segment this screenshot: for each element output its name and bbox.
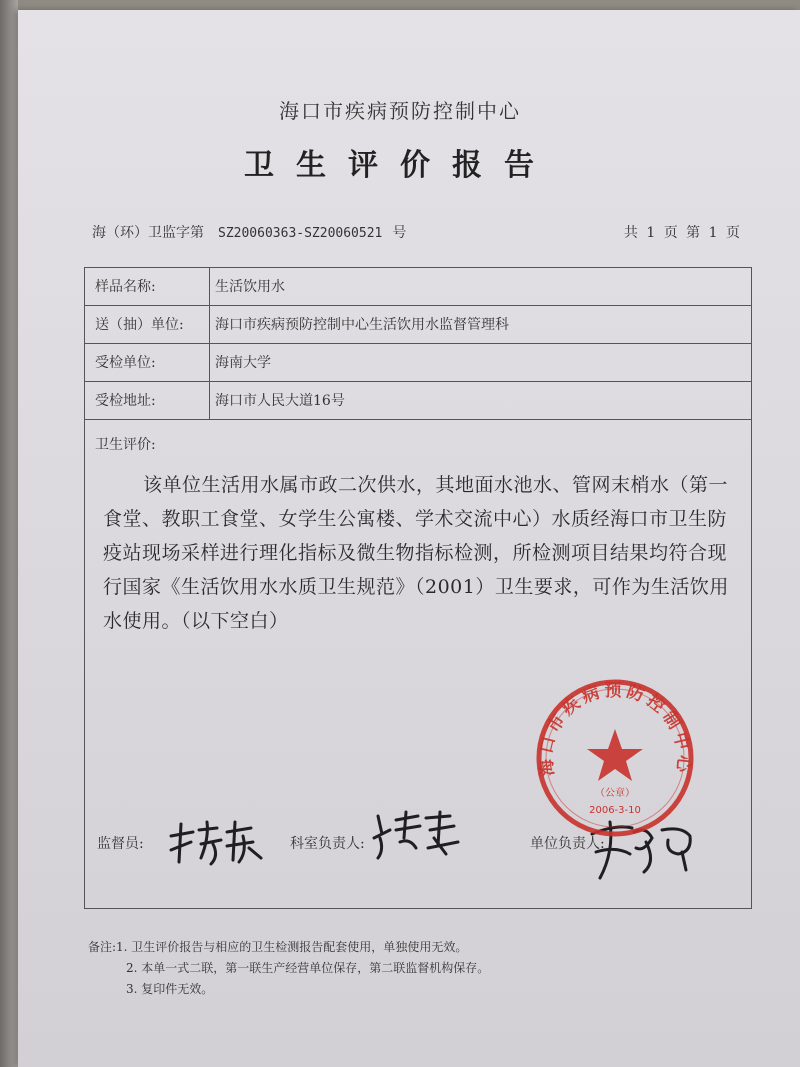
note-item: 3. 复印件无效。 xyxy=(126,982,214,996)
row-value-inspected-unit: 海南大学 xyxy=(215,355,271,371)
seal-text: 海口市疾病预防控制中心 xyxy=(536,680,694,778)
row-label-submitter: 送（抽）单位: xyxy=(85,306,210,343)
seal-star-icon xyxy=(587,729,643,781)
table-row xyxy=(85,306,751,344)
row-label-address: 受检地址: xyxy=(85,382,210,419)
row-value-address: 海口市人民大道16号 xyxy=(215,393,345,409)
note-item: 2. 本单一式二联，第一联生产经营单位保存，第二联监督机构保存。 xyxy=(126,961,490,975)
row-value-submitter: 海口市疾病预防控制中心生活饮用水监督管理科 xyxy=(215,317,509,333)
organization-name: 海口市疾病预防控制中心 xyxy=(279,99,521,123)
reference-prefix: 海（环）卫监字第 xyxy=(92,225,204,241)
evaluation-label: 卫生评价: xyxy=(95,437,156,453)
notes-prefix: 备注: xyxy=(88,940,117,954)
section-head-label: 科室负责人: xyxy=(290,836,365,852)
evaluation-text: 该单位生活用水属市政二次供水，其地面水池水、管网末梢水（第一食堂、教职工食堂、女学生公寓楼、学术交流中心）水质经海口市卫生防疫站现场采样进行理化指标及微生物指标检测，所检测项目结果均符合现行国家《生活饮用水水质卫生规范》（2001）卫生要求，可作为生活饮用水使用。（以下空白） xyxy=(103,474,729,632)
row-value-sample: 生活饮用水 xyxy=(215,279,285,295)
row-label-sample: 样品名称: xyxy=(85,268,210,305)
notes-block xyxy=(88,937,768,1000)
supervisor-signature xyxy=(165,818,275,868)
row-label-inspected-unit: 受检单位: xyxy=(85,344,210,381)
note-item: 1. 卫生评价报告与相应的卫生检测报告配套使用，单独使用无效。 xyxy=(116,940,468,954)
section-head-signature xyxy=(370,808,465,863)
reference-suffix: 号 xyxy=(392,225,407,241)
table-row xyxy=(85,382,751,420)
seal-date: 2006-3-10 xyxy=(589,805,641,816)
report-title: 卫生评价报告 xyxy=(244,148,556,183)
official-seal-stamp xyxy=(532,675,698,841)
unit-head-label: 单位负责人: xyxy=(530,836,605,852)
page-count: 共 1 页 第 1 页 xyxy=(623,225,742,241)
supervisor-label: 监督员: xyxy=(97,836,144,852)
reference-code: SZ20060363-SZ20060521 xyxy=(218,226,383,241)
seal-sub: （公章） xyxy=(595,788,635,799)
table-row xyxy=(85,268,751,306)
table-row xyxy=(85,344,751,382)
reference-line xyxy=(92,222,742,242)
